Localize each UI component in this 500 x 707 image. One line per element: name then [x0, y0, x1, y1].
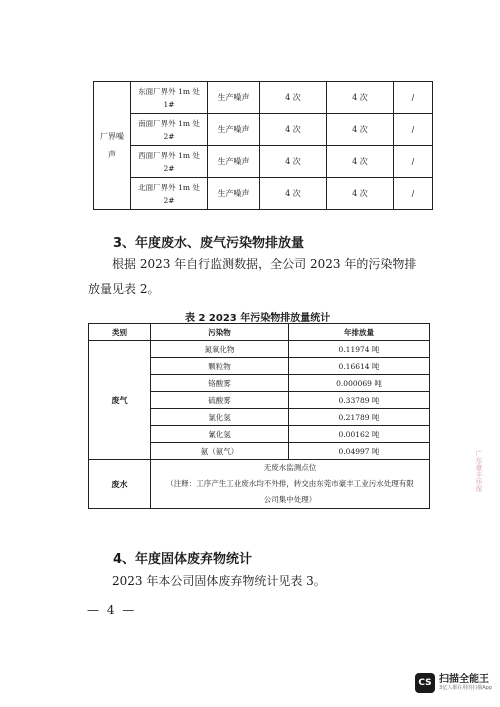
scanner-watermark: [415, 673, 492, 693]
amount-cell: 0.11974 吨: [288, 341, 429, 358]
table-row: [94, 178, 433, 210]
amount-cell: 0.04997 吨: [288, 443, 429, 460]
water-line-2: （注释：工序产生工业废水均不外排，转交由东莞市豪丰工业污水处理有限: [166, 479, 414, 488]
frequency-cell: 4 次: [260, 178, 327, 210]
table-row: [89, 460, 430, 509]
pollutant-cell: 氰化氢: [151, 426, 289, 443]
amount-cell: 0.00162 吨: [288, 426, 429, 443]
note-cell: /: [394, 178, 433, 210]
watermark-title: 扫描全能王: [439, 674, 490, 685]
frequency-cell: 4 次: [260, 114, 327, 146]
frequency-cell: 4 次: [327, 114, 394, 146]
amount-cell: 0.21789 吨: [288, 409, 429, 426]
pollutant-cell: 颗粒物: [151, 358, 289, 375]
water-line-3: 公司集中处理）: [263, 495, 317, 504]
frequency-cell: 4 次: [327, 146, 394, 178]
frequency-cell: 4 次: [327, 178, 394, 210]
header-amount: 年排放量: [288, 324, 429, 341]
page-number: — 4 —: [87, 603, 137, 617]
frequency-cell: 4 次: [260, 82, 327, 114]
pollutant-cell: 硫酸雾: [151, 392, 289, 409]
note-cell: /: [394, 114, 433, 146]
section-3-paragraph: 根据 2023 年自行监测数据，全公司 2023 年的污染物排放量见表 2。: [88, 257, 417, 296]
location-cell: 南面厂界外 1m 处 2#: [131, 114, 208, 146]
watermark-text: [439, 674, 492, 692]
frequency-cell: 4 次: [327, 82, 394, 114]
water-line-1: 无废水监测点位: [263, 463, 317, 472]
table-row: [94, 114, 433, 146]
amount-cell: 0.16614 吨: [288, 358, 429, 375]
frequency-cell: 4 次: [260, 146, 327, 178]
category-line-1: 厂界噪: [100, 131, 124, 141]
item-cell: 生产噪声: [208, 82, 260, 114]
watermark-subtitle: 3亿人都在用的扫描App: [439, 685, 492, 691]
section-4-heading: 4、年度固体废弃物统计: [113, 552, 253, 567]
item-cell: 生产噪声: [208, 146, 260, 178]
emissions-table: [88, 323, 430, 509]
section-3-heading: 3、年度废水、废气污染物排放量: [113, 236, 305, 251]
side-seal-mark: 广东豪丰环保: [475, 450, 483, 492]
pollutant-cell: 氯化氢: [151, 409, 289, 426]
header-category: 类别: [89, 324, 151, 341]
pollutant-cell: 氨（氨气）: [151, 443, 289, 460]
category-line-2: 声: [108, 149, 116, 159]
location-cell: 东面厂界外 1m 处 1#: [131, 82, 208, 114]
table-2-caption: 表 2 2023 年污染物排放量统计: [185, 313, 331, 324]
camscanner-logo-icon: CS: [415, 673, 435, 693]
table-row: [89, 341, 430, 358]
header-pollutant: 污染物: [151, 324, 289, 341]
table-row: [94, 82, 433, 114]
location-cell: 北面厂界外 1m 处 2#: [131, 178, 208, 210]
water-category-cell: 废水: [89, 460, 151, 509]
pollutant-cell: 铬酸雾: [151, 375, 289, 392]
section-4-paragraph: 2023 年本公司固体废弃物统计见表 3。: [112, 574, 326, 588]
note-cell: /: [394, 146, 433, 178]
note-cell: /: [394, 82, 433, 114]
table-header-row: [89, 324, 430, 341]
water-note-cell: [151, 460, 430, 509]
noise-category-cell: [94, 82, 131, 210]
location-cell: 西面厂界外 1m 处 2#: [131, 146, 208, 178]
item-cell: 生产噪声: [208, 178, 260, 210]
noise-monitoring-table: [93, 81, 433, 210]
table-row: [94, 146, 433, 178]
amount-cell: 0.000069 吨: [288, 375, 429, 392]
gas-category-cell: 废气: [89, 341, 151, 460]
pollutant-cell: 氮氧化物: [151, 341, 289, 358]
item-cell: 生产噪声: [208, 114, 260, 146]
amount-cell: 0.33789 吨: [288, 392, 429, 409]
